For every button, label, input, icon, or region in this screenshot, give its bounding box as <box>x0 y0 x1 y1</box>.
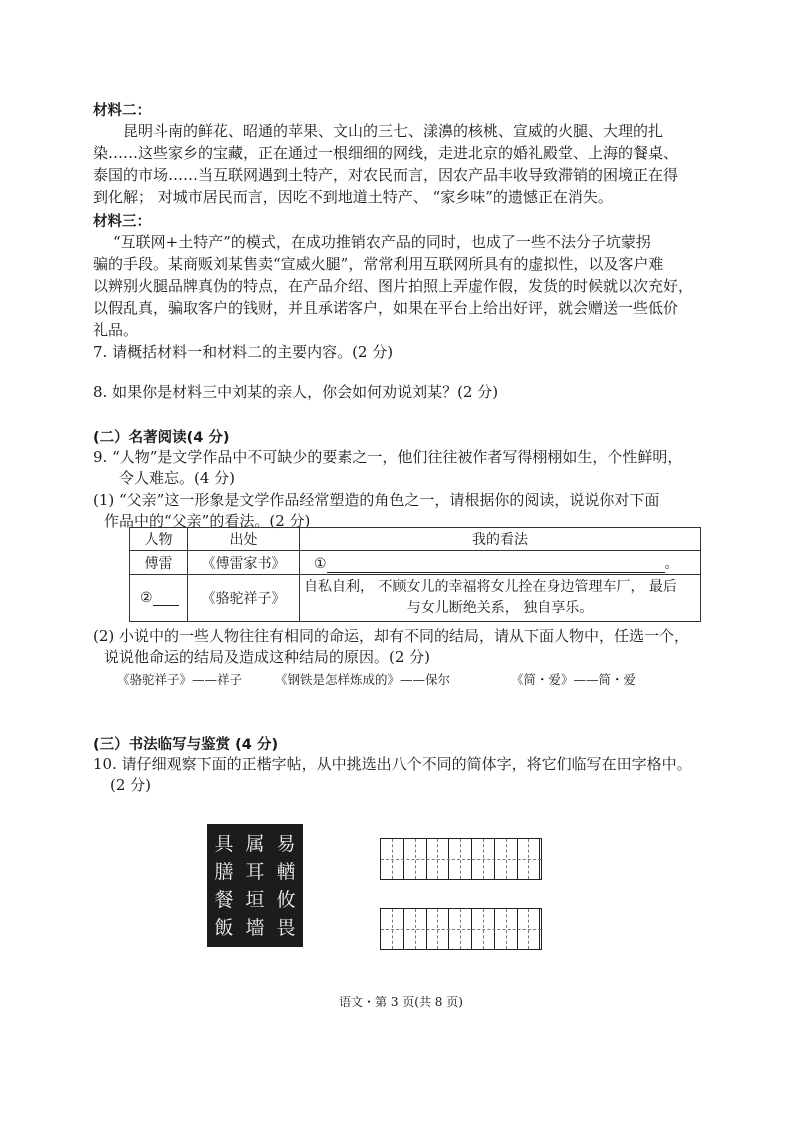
answer-end: 。 <box>664 555 679 572</box>
question-9-line: 令人难忘。(4 分) <box>119 469 236 487</box>
material-3-line: “互联网+土特产”的模式，在成功推销农产品的同时，也成了一些不法分子坑蒙拐 <box>113 233 651 251</box>
answer-mark: ② <box>140 590 153 606</box>
question-9-1-line: (1) “父亲”这一形象是文学作品经常塑造的角色之一，请根据你的阅读，说说你对下面 <box>93 491 660 509</box>
table-header: 人物 <box>130 528 188 551</box>
character-option: 《简・爱》——简・爱 <box>511 672 637 687</box>
question-9-2-line: (2) 小说中的一些人物往往有相同的命运，却有不同的结局，请从下面人物中，任选一个， <box>93 627 690 645</box>
material-2-line: 染……这些家乡的宝藏，正在通过一根细细的网线，走进北京的婚礼殿堂、上海的餐桌、 <box>93 144 679 162</box>
character-option: 《骆驼祥子》——祥子 <box>117 672 243 687</box>
copybook-column: 属 耳 垣 墻 <box>245 833 265 939</box>
material-2-title: 材料二： <box>93 103 151 119</box>
material-3-title: 材料三： <box>93 214 151 230</box>
page-footer: 语文・第 3 页(共 8 页) <box>339 995 463 1009</box>
question-7: 7. 请概括材料一和材料二的主要内容。(2 分) <box>93 343 394 361</box>
material-3-line: 礼品。 <box>93 321 139 339</box>
calligraphy-copybook <box>207 824 303 947</box>
tianzi-grid-row-1[interactable] <box>380 838 542 880</box>
material-2-line: 到化解； 对城市居民而言，因吃不到地道土特产、 “家乡味”的遗憾正在消失。 <box>93 188 613 206</box>
question-8: 8. 如果你是材料三中刘某的亲人，你会如何劝说刘某？(2 分) <box>93 383 499 401</box>
question-9-1-line: 作品中的“父亲”的看法。(2 分) <box>104 512 311 530</box>
view-line: 自私自利， 不顾女儿的幸福将女儿拴在身边管理车厂， 最后 <box>304 579 677 595</box>
character-option: 《钢铁是怎样炼成的》——保尔 <box>275 672 451 687</box>
question-10-line: (2 分) <box>110 776 152 794</box>
copybook-column: 易 輶 攸 畏 <box>276 833 296 939</box>
view-line: 与女儿断绝关系， 独自享乐。 <box>406 600 594 616</box>
father-opinion-table <box>129 527 701 622</box>
table-header: 我的看法 <box>300 528 701 551</box>
material-2-line: 昆明斗南的鲜花、昭通的苹果、文山的三七、漾濞的核桃、宣威的火腿、大理的扎 <box>123 122 664 140</box>
material-3-line: 骗的手段。某商贩刘某售卖“宣威火腿”，常常利用互联网所具有的虚拟性，以及客户难 <box>93 255 664 273</box>
material-3-line: 以假乱真，骗取客户的钱财，并且承诺客户，如果在平台上给出好评，就会赠送一些低价 <box>93 299 679 317</box>
table-cell-view <box>300 575 701 622</box>
section-2-heading: (二）名著阅读(4 分) <box>93 430 230 446</box>
grid-guide-line <box>381 859 541 860</box>
table-cell-person[interactable] <box>130 575 188 622</box>
material-3-line: 以辨别火腿品牌真伪的特点，在产品介绍、图片拍照上弄虚作假，发货的时候就以次充好， <box>93 277 694 295</box>
table-cell-source: 《骆驼祥子》 <box>188 575 300 622</box>
material-2-line: 泰国的市场……当互联网遇到土特产，对农民而言，因农产品丰收导致滞销的困境正在得 <box>93 166 679 184</box>
table-cell-view[interactable] <box>300 551 701 575</box>
copybook-column: 具 膳 餐 飯 <box>214 833 234 939</box>
question-9-line: 9. “人物”是文学作品中不可缺少的要素之一，他们往往被作者写得栩栩如生，个性鲜明， <box>93 448 683 466</box>
answer-blank[interactable] <box>327 572 665 573</box>
section-3-heading: (三）书法临写与鉴赏 (4 分) <box>93 737 279 753</box>
answer-mark: ① <box>314 555 327 572</box>
grid-guide-line <box>381 929 541 930</box>
question-10-line: 10. 请仔细观察下面的正楷字帖，从中挑选出八个不同的简体字，将它们临写在田字格中。 <box>93 755 692 773</box>
table-cell-source: 《傅雷家书》 <box>188 551 300 575</box>
question-9-2-line: 说说他命运的结局及造成这种结局的原因。(2 分) <box>104 648 431 666</box>
answer-blank[interactable] <box>153 605 179 606</box>
tianzi-grid-row-2[interactable] <box>380 908 542 950</box>
table-cell-person: 傅雷 <box>130 551 188 575</box>
table-header: 出处 <box>188 528 300 551</box>
